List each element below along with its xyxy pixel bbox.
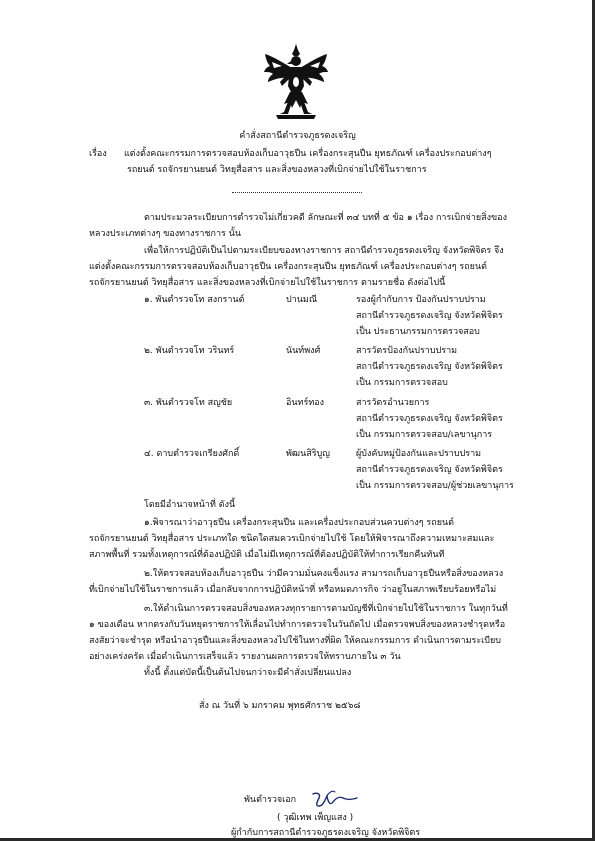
duty-1-line-2: รถจักรยานยนต์ วิทยุสื่อสาร ประเภทใด ชนิดใดสมควรเบิกจ่ายไปใช้ โดยให้พิจารณาถึงความเหมาะสมและ <box>89 534 495 544</box>
member-4-name: ๔. ดาบตำรวจเกรียงศักดิ์ <box>144 449 240 459</box>
paragraph-1-line-1: ตามประมวลระเบียบการตำรวจไม่เกี่ยวคดี ลักษณะที่ ๓๔ บทที่ ๕ ข้อ ๑ เรื่อง การเบิกจ่ายสิ่งของ <box>144 213 507 223</box>
paragraph-2-line-1: เพื่อให้การปฏิบัติเป็นไปตามระเบียบของทางราชการ สถานีตำรวจภูธรดงเจริญ จังหวัดพิจิตร จึง <box>144 246 504 256</box>
garuda-emblem-icon <box>262 42 330 120</box>
order-heading: คำสั่งสถานีตำรวจภูธรดงเจริญ <box>239 131 356 141</box>
signer-rank: พันตำรวจเอก <box>244 795 297 805</box>
member-3-role: เป็น กรรมการตรวจสอบ/เลขานุการ <box>356 430 493 440</box>
member-3-name: ๓. พันตำรวจโท สญชัย <box>144 398 233 408</box>
duties-intro: โดยมีอำนาจหน้าที่ ดังนี้ <box>144 500 236 510</box>
signer-position: ผู้กำกับการสถานีตำรวจภูธรดงเจริญ จังหวัดพิจิตร <box>231 828 421 838</box>
duty-3-line-2: ๑ ของเดือน หากตรงกับวันหยุดราชการให้เลื่อนไปทำการตรวจในวันถัดไป เมื่อตรวจพบสิ่งของหลวงชำรุดหรือ <box>89 620 506 630</box>
subject-label: เรื่อง <box>89 149 107 159</box>
order-date: สั่ง ณ วันที่ ๖ มกราคม พุทธศักราช ๒๕๖๘ <box>199 701 361 711</box>
member-2-surname: นันท์พงศ์ <box>286 346 321 356</box>
member-1-surname: ปานมณี <box>286 295 318 305</box>
duty-2-line-1: ๒.ให้ตรวจสอบห้องเก็บอาวุธปืน ว่ามีความมั่นคงแข็งแรง สามารถเก็บอาวุธปืนหรือสิ่งของหลวง <box>144 569 504 579</box>
member-2-station: สถานีตำรวจภูธรดงเจริญ จังหวัดพิจิตร <box>356 362 503 372</box>
paragraph-2-line-3: รถจักรยานยนต์ วิทยุสื่อสาร และสิ่งของหลวงที่เบิกจ่ายไปใช้ในราชการ ตามรายชื่อ ดังต่อไปนี้ <box>89 278 446 288</box>
member-1-role: เป็น ประธานกรรมการตรวจสอบ <box>356 327 480 337</box>
duty-1-line-1: ๑.พิจารณาว่าอาวุธปืน เครื่องกระสุนปืน และเครื่องประกอบส่วนควบต่างๆ รถยนต์ <box>144 518 454 528</box>
member-1-position: รองผู้กำกับการ ป้องกันปราบปราม <box>356 295 486 305</box>
duty-3-line-1: ๓.ให้ดำเนินการตรวจสอบสิ่งของหลวงทุกรายการตามบัญชีที่เบิกจ่ายไปใช้ในราชการ ในทุกวันที่ <box>144 604 508 614</box>
member-2-name: ๒. พันตำรวจโท วรินทร์ <box>144 346 235 356</box>
member-1-station: สถานีตำรวจภูธรดงเจริญ จังหวัดพิจิตร <box>356 311 503 321</box>
member-4-station: สถานีตำรวจภูธรดงเจริญ จังหวัดพิจิตร <box>356 465 503 475</box>
duty-3-line-4: อย่างเคร่งครัด เมื่อดำเนินการเสร็จแล้ว รายงานผลการตรวจให้ทราบภายใน ๓ วัน <box>89 652 401 662</box>
duty-2-line-2: ที่เบิกจ่ายไปใช้ในราชการแล้ว เมื่อกลับจากการปฏิบัติหน้าที่ หรือหมดภารกิจ ว่าอยู่ในสภาพเรียบร้อยหรือไม่ <box>89 585 497 595</box>
member-3-surname: อินทร์ทอง <box>286 398 325 408</box>
member-4-role: เป็น กรรมการตรวจสอบ/ผู้ช่วยเลขานุการ <box>356 481 514 491</box>
member-4-position: ผู้บังคับหมู่ป้องกันและปราบปราม <box>356 449 482 459</box>
paragraph-2-line-2: แต่งตั้งคณะกรรมการตรวจสอบห้องเก็บอาวุธปืน เครื่องกระสุนปืน ยุทธภัณฑ์ เครื่องประกอบต่างๆ รถยนต์ <box>89 262 487 272</box>
member-3-position: สารวัตรอำนวยการ <box>356 398 430 408</box>
member-2-role: เป็น กรรมการตรวจสอบ <box>356 378 448 388</box>
effective-clause: ทั้งนี้ ตั้งแต่บัดนี้เป็นต้นไปจนกว่าจะมีคำสั่งเปลี่ยนแปลง <box>144 668 352 678</box>
handwritten-signature <box>311 788 359 810</box>
member-2-position: สารวัตรป้องกันปราบปราม <box>356 346 458 356</box>
subject-line-2: รถยนต์ รถจักรยานยนต์ วิทยุสื่อสาร และสิ่งของหลวงที่เบิกจ่ายไปใช้ในราชการ <box>127 165 427 175</box>
duty-3-line-3: สงสัยว่าจะชำรุด หรือนำอาวุธปืนและสิ่งของหลวงไปใช้ในทางที่ผิด ให้คณะกรรมการ ดำเนินการตามระเบียบ <box>89 636 501 646</box>
member-1-name: ๑. พันตำรวจโท สงกรานต์ <box>144 295 245 305</box>
paragraph-1-line-2: หลวงประเภทต่างๆ ของทางราชการ นั้น <box>89 229 242 239</box>
heading-divider <box>232 192 362 193</box>
member-3-station: สถานีตำรวจภูธรดงเจริญ จังหวัดพิจิตร <box>356 414 503 424</box>
subject-line-1: แต่งตั้งคณะกรรมการตรวจสอบห้องเก็บอาวุธปืน เครื่องกระสุนปืน ยุทธภัณฑ์ เครื่องประกอบต่างๆ <box>124 149 492 159</box>
member-4-surname: พัฒนสิริบูญ <box>286 449 330 459</box>
signer-name: ( วุฒิเทพ เพ็ญแสง ) <box>277 813 354 823</box>
duty-1-line-3: สภาพพื้นที่ รวมทั้งเหตุการณ์ที่ต้องปฏิบัติ เมื่อไม่มีเหตุการณ์ที่ต้องปฏิบัติให้ทำการเรียกคืนทันที <box>89 550 445 560</box>
